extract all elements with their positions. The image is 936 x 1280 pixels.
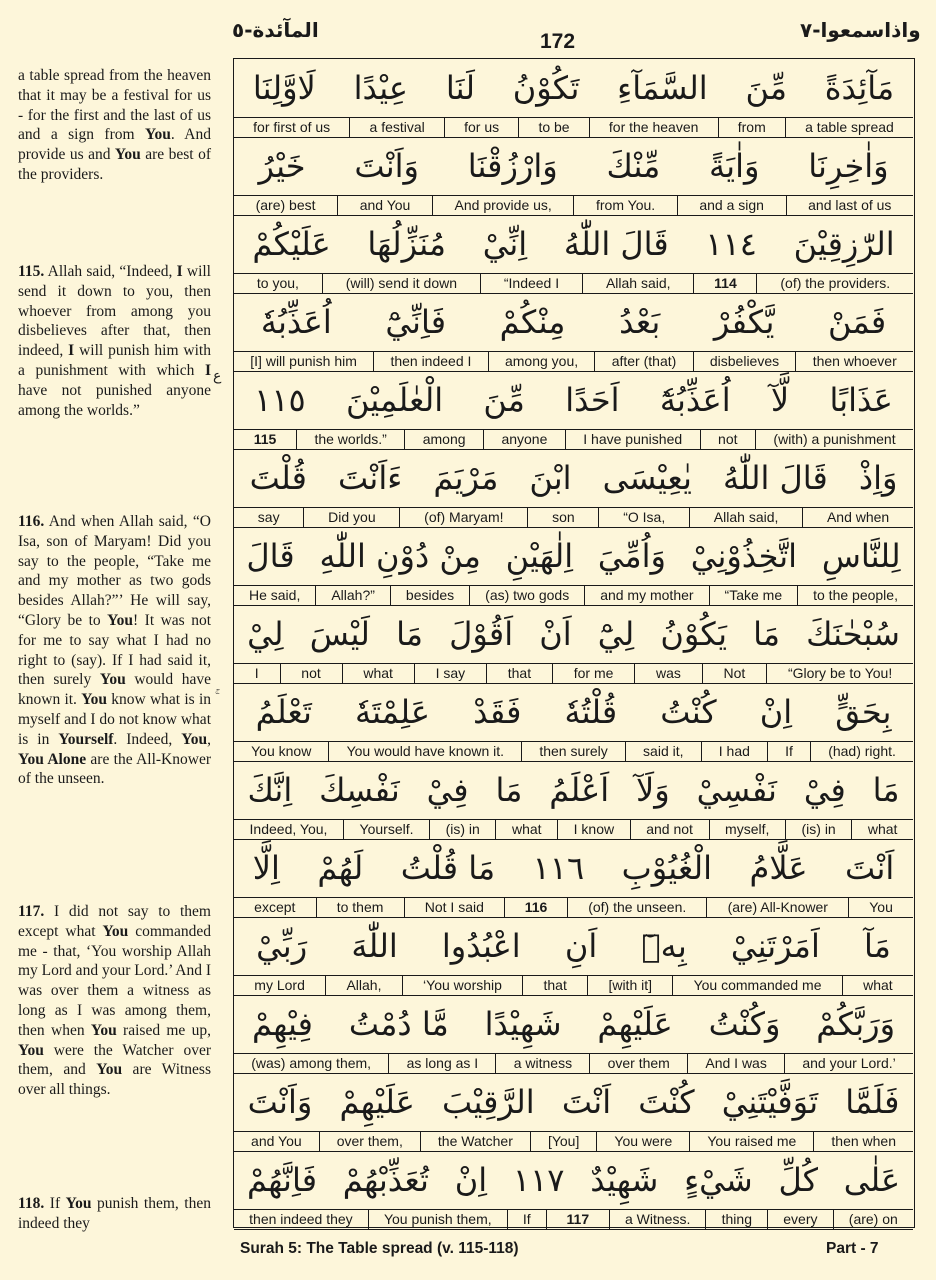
gloss-cell: as long as I xyxy=(389,1054,496,1073)
arabic-word: يَكُوْنُ xyxy=(660,615,727,653)
gloss-line xyxy=(234,819,913,839)
verse-row xyxy=(234,995,913,1074)
gloss-cell: “Indeed I xyxy=(481,274,583,293)
verse-row xyxy=(234,371,913,450)
gloss-cell: anyone xyxy=(484,430,566,449)
verse-number-cell: 116 xyxy=(505,898,568,917)
arabic-word: شَهِيْدًا xyxy=(484,1005,562,1043)
arabic-word: اَنْ xyxy=(539,615,572,653)
arabic-text-line xyxy=(234,917,913,975)
gloss-cell: the Watcher xyxy=(421,1132,531,1151)
page-header xyxy=(0,0,936,56)
arabic-text-line xyxy=(234,59,913,117)
arabic-word: اَحَدًا xyxy=(565,381,620,419)
gloss-line xyxy=(234,351,913,371)
arabic-word: لِيْ xyxy=(247,615,284,653)
gloss-cell: a witness xyxy=(496,1054,590,1073)
arabic-word: اُعَذِّبُهٗ xyxy=(260,303,332,341)
gloss-cell: from xyxy=(719,118,786,137)
gloss-cell: then indeed they xyxy=(234,1210,369,1229)
arabic-word: لَنَا xyxy=(445,69,475,107)
gloss-cell: You raised me xyxy=(690,1132,814,1151)
gloss-cell: [with it] xyxy=(588,976,673,995)
gloss-cell: the worlds.” xyxy=(297,430,405,449)
gloss-cell: besides xyxy=(391,586,470,605)
gloss-cell: (is) in xyxy=(786,820,852,839)
arabic-word: لِلنَّاسِ xyxy=(821,537,901,575)
arabic-word: السَّمَآءِ xyxy=(617,69,708,107)
gloss-cell: You would have known it. xyxy=(329,742,522,761)
gloss-cell: (will) send it down xyxy=(323,274,481,293)
arabic-text-line xyxy=(234,605,913,663)
arabic-word: اِنْ xyxy=(454,1161,488,1199)
gloss-cell: then surely xyxy=(522,742,626,761)
gloss-cell: (with) a punishment xyxy=(773,431,896,447)
arabic-text-line xyxy=(234,1151,913,1209)
arabic-word: اِنِّيْ xyxy=(482,225,528,263)
gloss-cell: over them xyxy=(590,1054,688,1073)
gloss-line xyxy=(234,1209,913,1229)
arabic-word: لَهُمْ xyxy=(317,849,364,887)
translation-paragraph-p116: 116. And when Allah said, “O Isa, son of Maryam! Did you say to the people, “Take me and my mother as two gods besides Allah?”’ He will say, “Glory be to You! It was not for me to say what I had no right to (say). If I had said it, then surely You would have known it. You know what is in myself and I do not know what is in Yourself. Indeed, You, You Alone are the All-Knower of the unseen. xyxy=(18,513,212,788)
gloss-cell: I xyxy=(234,664,281,683)
gloss-line xyxy=(234,741,913,761)
translation-paragraph-p115: 115. Allah said, “Indeed, I will send it down to you, then whoever from among you disbelieves after that, then indeed, I will punish him with a punishment with which I have not punished anyone among the worlds.” xyxy=(18,263,211,419)
arabic-word: بَعْدُ xyxy=(619,303,661,341)
gloss-cell: over them, xyxy=(320,1132,421,1151)
gloss-cell: then indeed I xyxy=(374,352,489,371)
arabic-text-line xyxy=(234,995,913,1053)
arabic-word: فَلَمَّا xyxy=(845,1083,900,1121)
arabic-word: بِهٖٓ xyxy=(641,927,687,965)
gloss-cell: not xyxy=(281,664,343,683)
translation-paragraph-p118: 118. If You punish them, then indeed they xyxy=(18,1195,211,1232)
arabic-word: وَرَبَّكُمْ xyxy=(816,1005,896,1043)
arabic-word: سُبْحٰنَكَ xyxy=(806,615,900,653)
arabic-word: لَاوَّلِنَا xyxy=(252,69,316,107)
verse-row xyxy=(234,917,913,996)
arabic-word: كُنْتَ xyxy=(638,1083,695,1121)
gloss-cell: to you, xyxy=(234,274,323,293)
gloss-cell: You know xyxy=(234,742,329,761)
gloss-cell: (of) the unseen. xyxy=(568,898,707,917)
gloss-line xyxy=(234,117,913,137)
gloss-cell: Allah said, xyxy=(690,508,803,527)
gloss-cell: Allah said, xyxy=(583,274,694,293)
arabic-text-line xyxy=(234,839,913,897)
gloss-cell: from You. xyxy=(574,196,677,215)
arabic-word: وَارْزُقْنَا xyxy=(467,147,558,185)
arabic-text-line xyxy=(234,293,913,351)
arabic-word: اَنِ xyxy=(564,927,598,965)
gloss-cell: (is) in xyxy=(430,820,496,839)
gloss-cell: (was) among them, xyxy=(234,1054,389,1073)
verse-row xyxy=(234,1073,913,1152)
gloss-cell: (of) the providers. xyxy=(780,275,891,291)
arabic-word: يٰعِيْسَى xyxy=(602,459,692,497)
gloss-cell: what xyxy=(343,664,415,683)
arabic-word: قَالَ اللّٰهُ xyxy=(722,459,828,497)
gloss-cell: then whoever xyxy=(812,353,897,369)
arabic-word: تَوَفَّيْتَنِيْ xyxy=(721,1083,819,1121)
gloss-cell: If xyxy=(508,1210,547,1229)
arabic-word: اَمَرْتَنِيْ xyxy=(730,927,820,965)
word-by-word-grid xyxy=(233,58,915,1228)
verse-number-cell: 117 xyxy=(547,1210,610,1229)
arabic-word: عَلِمْتَهٗ xyxy=(354,693,430,731)
arabic-word: اَعْلَمُ xyxy=(549,771,610,809)
arabic-word: وَاٰيَةً xyxy=(709,147,760,185)
arabic-word: مَا xyxy=(872,771,900,809)
gloss-line xyxy=(234,663,913,683)
gloss-cell: except xyxy=(234,898,317,917)
arabic-word: اعْبُدُوا xyxy=(441,927,521,965)
gloss-cell: and your Lord.’ xyxy=(802,1055,896,1071)
verse-row xyxy=(234,683,913,762)
arabic-word: اِلَّا xyxy=(252,849,280,887)
verse-row xyxy=(234,293,913,372)
translation-paragraph-p117: 117. I did not say to them except what You commanded me - that, ‘You worship Allah my Lord and your Lord.’ And I was over them a witness as long as I was among them, then when You raised me up, You were the Watcher over them, and You are Witness over all things. xyxy=(18,903,211,1099)
gloss-cell: that xyxy=(523,976,588,995)
verse-row xyxy=(234,215,913,294)
gloss-cell: every xyxy=(768,1210,834,1229)
verse-row xyxy=(234,527,913,606)
arabic-word: يَّكْفُرْ xyxy=(713,303,775,341)
arabic-word: اَقُوْلَ xyxy=(449,615,514,653)
arabic-word: مِنْ دُوْنِ اللّٰهِ xyxy=(319,537,481,575)
arabic-text-line xyxy=(234,527,913,585)
verse-row xyxy=(234,1151,913,1230)
gloss-cell: Did you xyxy=(304,508,400,527)
arabic-word: الْعٰلَمِيْنَ xyxy=(345,381,444,419)
verse-row xyxy=(234,761,913,840)
gloss-cell: a table spread xyxy=(805,119,894,135)
gloss-cell: I had xyxy=(702,742,768,761)
arabic-word: وَاُمِّيَ xyxy=(597,537,666,575)
gloss-cell: “Glory be to You! xyxy=(787,665,893,681)
gloss-cell: If xyxy=(768,742,811,761)
arabic-text-line xyxy=(234,137,913,195)
arabic-word: اَنْتَ xyxy=(845,849,895,887)
arabic-word: اِنْ xyxy=(759,693,793,731)
arabic-word: اتَّخِذُوْنِيْ xyxy=(690,537,798,575)
arabic-word: عَلَيْكُمْ xyxy=(252,225,331,263)
gloss-cell: (are) best xyxy=(234,196,338,215)
arabic-word: اُعَذِّبُهٗٓ xyxy=(659,381,731,419)
gloss-line xyxy=(234,975,913,995)
gloss-line xyxy=(234,507,913,527)
gloss-cell: to them xyxy=(317,898,405,917)
arabic-word: ١١٤ xyxy=(705,225,757,263)
arabic-word: مَّا دُمْتُ xyxy=(348,1005,449,1043)
gloss-cell: not xyxy=(701,430,756,449)
arabic-word: مَا xyxy=(396,615,423,653)
gloss-cell: and last of us xyxy=(808,197,892,213)
arabic-word: فَاِنِّيْٓ xyxy=(385,303,446,341)
gloss-cell: say xyxy=(234,508,304,527)
arabic-word: الرَّقِيْبَ xyxy=(442,1083,535,1121)
verse-row xyxy=(234,839,913,918)
arabic-word: نَفْسِيْ xyxy=(696,771,777,809)
gloss-line xyxy=(234,585,913,605)
arabic-word: اِنَّكَ xyxy=(247,771,293,809)
arabic-word: لَّآ xyxy=(770,381,790,419)
arabic-word: عِيْدًا xyxy=(353,69,409,107)
gloss-cell: I have punished xyxy=(566,430,701,449)
arabic-word: مِنْكُمْ xyxy=(499,303,566,341)
gloss-cell: “Take me xyxy=(710,586,799,605)
juz-name-header: واذاسمعوا-٧ xyxy=(800,18,921,42)
gloss-cell: after (that) xyxy=(595,352,693,371)
gloss-cell: (are) All-Knower xyxy=(707,898,849,917)
gloss-cell: “O Isa, xyxy=(599,508,690,527)
gloss-cell: that xyxy=(487,664,553,683)
arabic-word: مِّنَ xyxy=(745,69,787,107)
arabic-word: قُلْتُهٗ xyxy=(564,693,618,731)
gloss-cell: Indeed, You, xyxy=(234,820,344,839)
arabic-word: فَمَنْ xyxy=(828,303,887,341)
arabic-word: مَا xyxy=(495,771,523,809)
gloss-cell: You punish them, xyxy=(369,1210,508,1229)
arabic-word: ١١٧ xyxy=(512,1161,565,1199)
gloss-cell: (had) right. xyxy=(828,743,896,759)
arabic-word: فَاِنَّهُمْ xyxy=(246,1161,317,1199)
arabic-word: شَيْءٍ xyxy=(684,1161,753,1199)
gloss-cell: [I] will punish him xyxy=(234,352,374,371)
arabic-word: قُلْتَ xyxy=(249,459,307,497)
arabic-word: عَلَيْهِمْ xyxy=(597,1005,673,1043)
arabic-word: وَاٰخِرِنَا xyxy=(808,147,889,185)
gloss-cell: a Witness. xyxy=(610,1210,707,1229)
arabic-word: عَذَابًا xyxy=(829,381,893,419)
arabic-word: وَلَآ xyxy=(636,771,670,809)
arabic-word: وَاَنْتَ xyxy=(247,1083,313,1121)
arabic-word: الرّٰزِقِيْنَ xyxy=(793,225,895,263)
arabic-word: فِيْ xyxy=(426,771,469,809)
arabic-word: اَنْتَ xyxy=(561,1083,612,1121)
arabic-word: مَا xyxy=(753,615,781,653)
arabic-word: مَآئِدَةً xyxy=(824,69,895,107)
gloss-cell: Allah?” xyxy=(316,586,391,605)
gloss-line xyxy=(234,1131,913,1151)
verse-row xyxy=(234,449,913,528)
arabic-word: تُعَذِّبْهُمْ xyxy=(342,1161,429,1199)
arabic-word: وَاَنْتَ xyxy=(354,147,419,185)
arabic-word: شَهِيْدٌ xyxy=(590,1161,659,1199)
arabic-word: بِحَقٍّ xyxy=(835,693,892,731)
gloss-line xyxy=(234,273,913,293)
arabic-word: لَيْسَ xyxy=(309,615,370,653)
gloss-cell: for first of us xyxy=(234,118,350,137)
arabic-word: مَآ xyxy=(864,927,891,965)
arabic-word: ١١٦ xyxy=(532,849,585,887)
arabic-word: ابْنَ xyxy=(529,459,572,497)
verse-row xyxy=(234,59,913,138)
arabic-word: رَبِّيْ xyxy=(256,927,308,965)
gloss-cell: was xyxy=(635,664,703,683)
arabic-word: اللّٰهَ xyxy=(351,927,398,965)
gloss-cell: to the people, xyxy=(813,587,898,603)
gloss-cell: said it, xyxy=(626,742,702,761)
arabic-text-line xyxy=(234,371,913,429)
gloss-cell: And I was xyxy=(688,1054,785,1073)
gloss-cell: He said, xyxy=(234,586,316,605)
arabic-word: الْغُيُوْبِ xyxy=(621,849,713,887)
gloss-cell: ‘You worship xyxy=(403,976,523,995)
gloss-line xyxy=(234,195,913,215)
arabic-word: تَكُوْنُ xyxy=(512,69,580,107)
verse-row xyxy=(234,137,913,216)
gloss-cell: for the heaven xyxy=(590,118,719,137)
arabic-word: اِلٰهَيْنِ xyxy=(505,537,574,575)
gloss-line xyxy=(234,897,913,917)
footer-surah-info: Surah 5: The Table spread (v. 115-118) xyxy=(240,1240,519,1257)
arabic-word: فَقَدْ xyxy=(473,693,522,731)
gloss-cell: and not xyxy=(631,820,710,839)
arabic-text-line xyxy=(234,215,913,273)
gloss-cell: thing xyxy=(706,1210,768,1229)
verse-number-cell: 114 xyxy=(694,274,757,293)
gloss-cell: among you, xyxy=(489,352,596,371)
arabic-text-line xyxy=(234,1073,913,1131)
arabic-word: كُلِّ xyxy=(778,1161,818,1199)
gloss-cell: disbelieves xyxy=(694,352,797,371)
gloss-cell: and You xyxy=(338,196,433,215)
arabic-word: مِّنَ xyxy=(483,381,525,419)
gloss-cell: son xyxy=(528,508,599,527)
arabic-word: تَعْلَمُ xyxy=(255,693,312,731)
gloss-cell: and You xyxy=(234,1132,320,1151)
arabic-word: عَلَّامُ xyxy=(749,849,808,887)
arabic-word: وَكُنْتُ xyxy=(708,1005,781,1043)
gloss-cell: and a sign xyxy=(678,196,787,215)
arabic-word: ءَاَنْتَ xyxy=(337,459,403,497)
gloss-cell: a festival xyxy=(350,118,445,137)
gloss-cell: Not I said xyxy=(405,898,505,917)
arabic-word: مُنَزِّلُهَا xyxy=(367,225,447,263)
gloss-cell: Not xyxy=(703,664,767,683)
translation-paragraph-p0: a table spread from the heaven that it may be a festival for us - for the first and the last of us and a sign from You. And provide us and You are best of the providers. xyxy=(18,67,211,183)
gloss-cell: I say xyxy=(415,664,487,683)
arabic-word: مِّنْكَ xyxy=(606,147,661,185)
verse-row xyxy=(234,605,913,684)
footer-part: Part - 7 xyxy=(826,1240,879,1257)
gloss-cell: You xyxy=(869,899,893,915)
gloss-line xyxy=(234,429,913,449)
arabic-word: فِيْ xyxy=(803,771,846,809)
arabic-word: قَالَ اللّٰهُ xyxy=(563,225,669,263)
gloss-cell: Allah, xyxy=(326,976,403,995)
gloss-cell: my Lord xyxy=(234,976,326,995)
arabic-word: مَرْيَمَ xyxy=(433,459,499,497)
gloss-cell: I know xyxy=(558,820,631,839)
arabic-text-line xyxy=(234,683,913,741)
arabic-word: عَلٰى xyxy=(843,1161,901,1199)
gloss-cell: among xyxy=(405,430,484,449)
gloss-cell: and my mother xyxy=(585,586,709,605)
verse-number-cell: 115 xyxy=(234,430,297,449)
gloss-cell: for me xyxy=(553,664,635,683)
gloss-cell: (of) Maryam! xyxy=(400,508,528,527)
arabic-word: وَاِذْ xyxy=(858,459,898,497)
arabic-text-line xyxy=(234,761,913,819)
arabic-word: ١١٥ xyxy=(254,381,306,419)
arabic-word: مَا قُلْتُ xyxy=(400,849,496,887)
ruku-mark: ع xyxy=(213,368,222,384)
arabic-word: فِيْهِمْ xyxy=(251,1005,313,1043)
gloss-cell: [You] xyxy=(531,1132,597,1151)
gloss-cell: what xyxy=(867,821,898,837)
gloss-cell: what xyxy=(863,977,893,993)
gloss-cell: myself, xyxy=(710,820,786,839)
gloss-cell: then when xyxy=(831,1133,896,1149)
gloss-cell: (as) two gods xyxy=(470,586,585,605)
gloss-cell: (are) on xyxy=(848,1211,898,1227)
surah-name-header: المآئدة-٥ xyxy=(232,18,319,42)
arabic-word: عَلَيْهِمْ xyxy=(339,1083,415,1121)
gloss-cell: You commanded me xyxy=(673,976,842,995)
arabic-text-line xyxy=(234,449,913,507)
gloss-line xyxy=(234,1053,913,1073)
gloss-cell: You were xyxy=(597,1132,690,1151)
gloss-cell: Yourself. xyxy=(344,820,430,839)
arabic-word: لِيْٓ xyxy=(597,615,635,653)
page-number: 172 xyxy=(540,30,576,53)
gloss-cell: for us xyxy=(445,118,519,137)
gloss-cell: to be xyxy=(519,118,589,137)
gloss-cell: And when xyxy=(826,509,890,525)
arabic-word: نَفْسِكَ xyxy=(319,771,400,809)
gloss-cell: what xyxy=(496,820,558,839)
arabic-word: قَالَ xyxy=(246,537,295,575)
gloss-cell: And provide us, xyxy=(433,196,574,215)
arabic-word: خَيْرُ xyxy=(258,147,306,185)
arabic-word: كُنْتُ xyxy=(660,693,717,731)
